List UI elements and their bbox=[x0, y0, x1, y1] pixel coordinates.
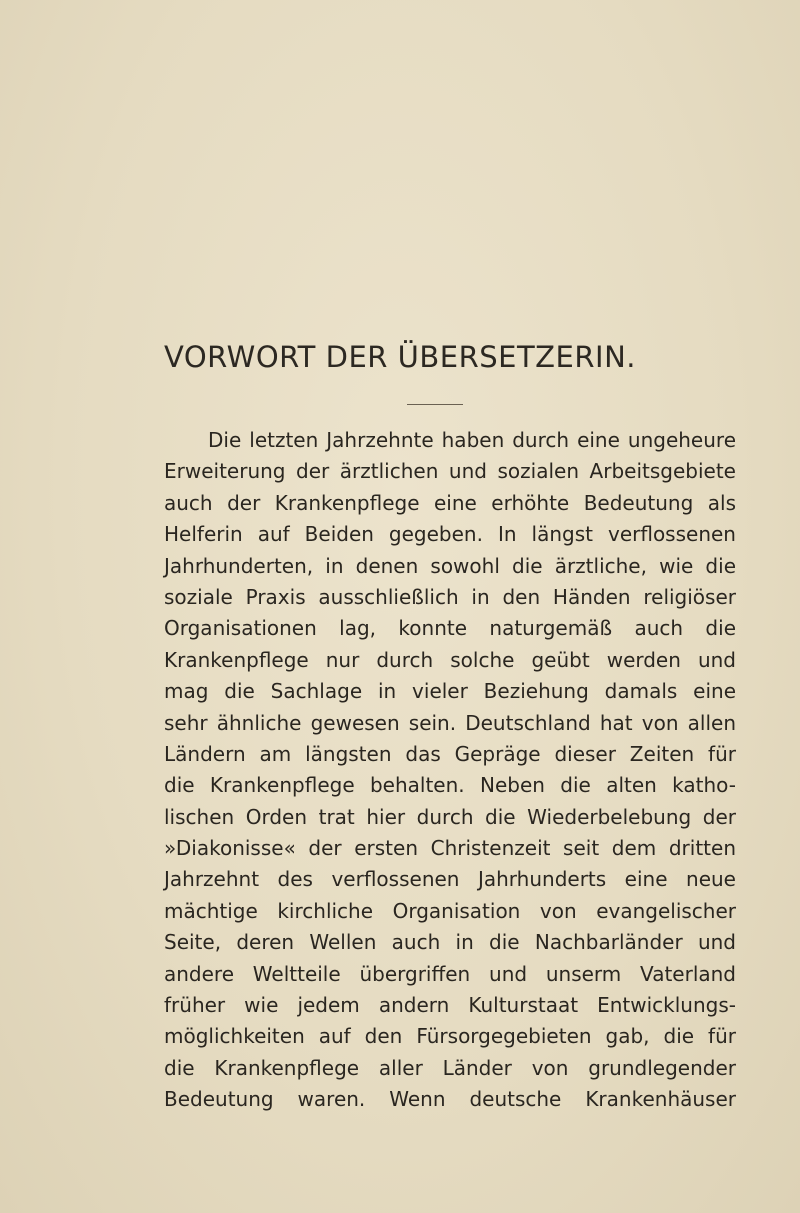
text-line: soziale Praxis ausschließlich in den Händen religiöser bbox=[164, 584, 736, 609]
text-line: Jahrhunderten, in denen sowohl die ärztliche, wie die bbox=[164, 553, 736, 578]
text-line: Ländern am längsten das Gepräge dieser Zeiten für bbox=[164, 741, 736, 766]
text-line: Organisationen lag, konnte naturgemäß auch die bbox=[164, 616, 736, 641]
text-line: Erweiterung der ärztlichen und sozialen Arbeitsgebiete bbox=[164, 459, 736, 484]
text-line: andere Weltteile übergriffen und unserm Vaterland bbox=[164, 961, 736, 986]
text-line: Helferin auf Beiden gegeben. In längst verflossenen bbox=[164, 522, 736, 547]
text-line: Seite, deren Wellen auch in die Nachbarländer und bbox=[164, 930, 736, 955]
text-line: lischen Orden trat hier durch die Wiederbelebung der bbox=[164, 804, 736, 829]
text-line: »Diakonisse« der ersten Christenzeit seit dem dritten bbox=[164, 836, 736, 861]
text-line: früher wie jedem andern Kulturstaat Entwicklungs- bbox=[164, 993, 736, 1018]
text-line: sehr ähnliche gewesen sein. Deutschland hat von allen bbox=[164, 710, 736, 735]
body-paragraph bbox=[164, 425, 736, 1116]
text-line: Die letzten Jahrzehnte haben durch eine ungeheure bbox=[208, 428, 736, 452]
text-line: mag die Sachlage in vieler Beziehung damals eine bbox=[164, 679, 736, 704]
text-line: die Krankenpflege aller Länder von grundlegender bbox=[164, 1055, 736, 1080]
text-line: Bedeutung waren. Wenn deutsche Krankenhäuser bbox=[164, 1087, 736, 1112]
heading-divider bbox=[407, 404, 463, 405]
text-line: Krankenpflege nur durch solche geübt werden und bbox=[164, 647, 736, 672]
text-line: die Krankenpflege behalten. Neben die alten katho- bbox=[164, 773, 736, 798]
text-line: auch der Krankenpflege eine erhöhte Bedeutung als bbox=[164, 490, 736, 515]
text-line: mächtige kirchliche Organisation von evangelischer bbox=[164, 898, 736, 923]
text-line: möglichkeiten auf den Fürsorgegebieten gab, die für bbox=[164, 1024, 736, 1049]
chapter-heading: VORWORT DER ÜBERSETZERIN. bbox=[164, 340, 636, 374]
text-line: Jahrzehnt des verflossenen Jahrhunderts eine neue bbox=[164, 867, 736, 892]
